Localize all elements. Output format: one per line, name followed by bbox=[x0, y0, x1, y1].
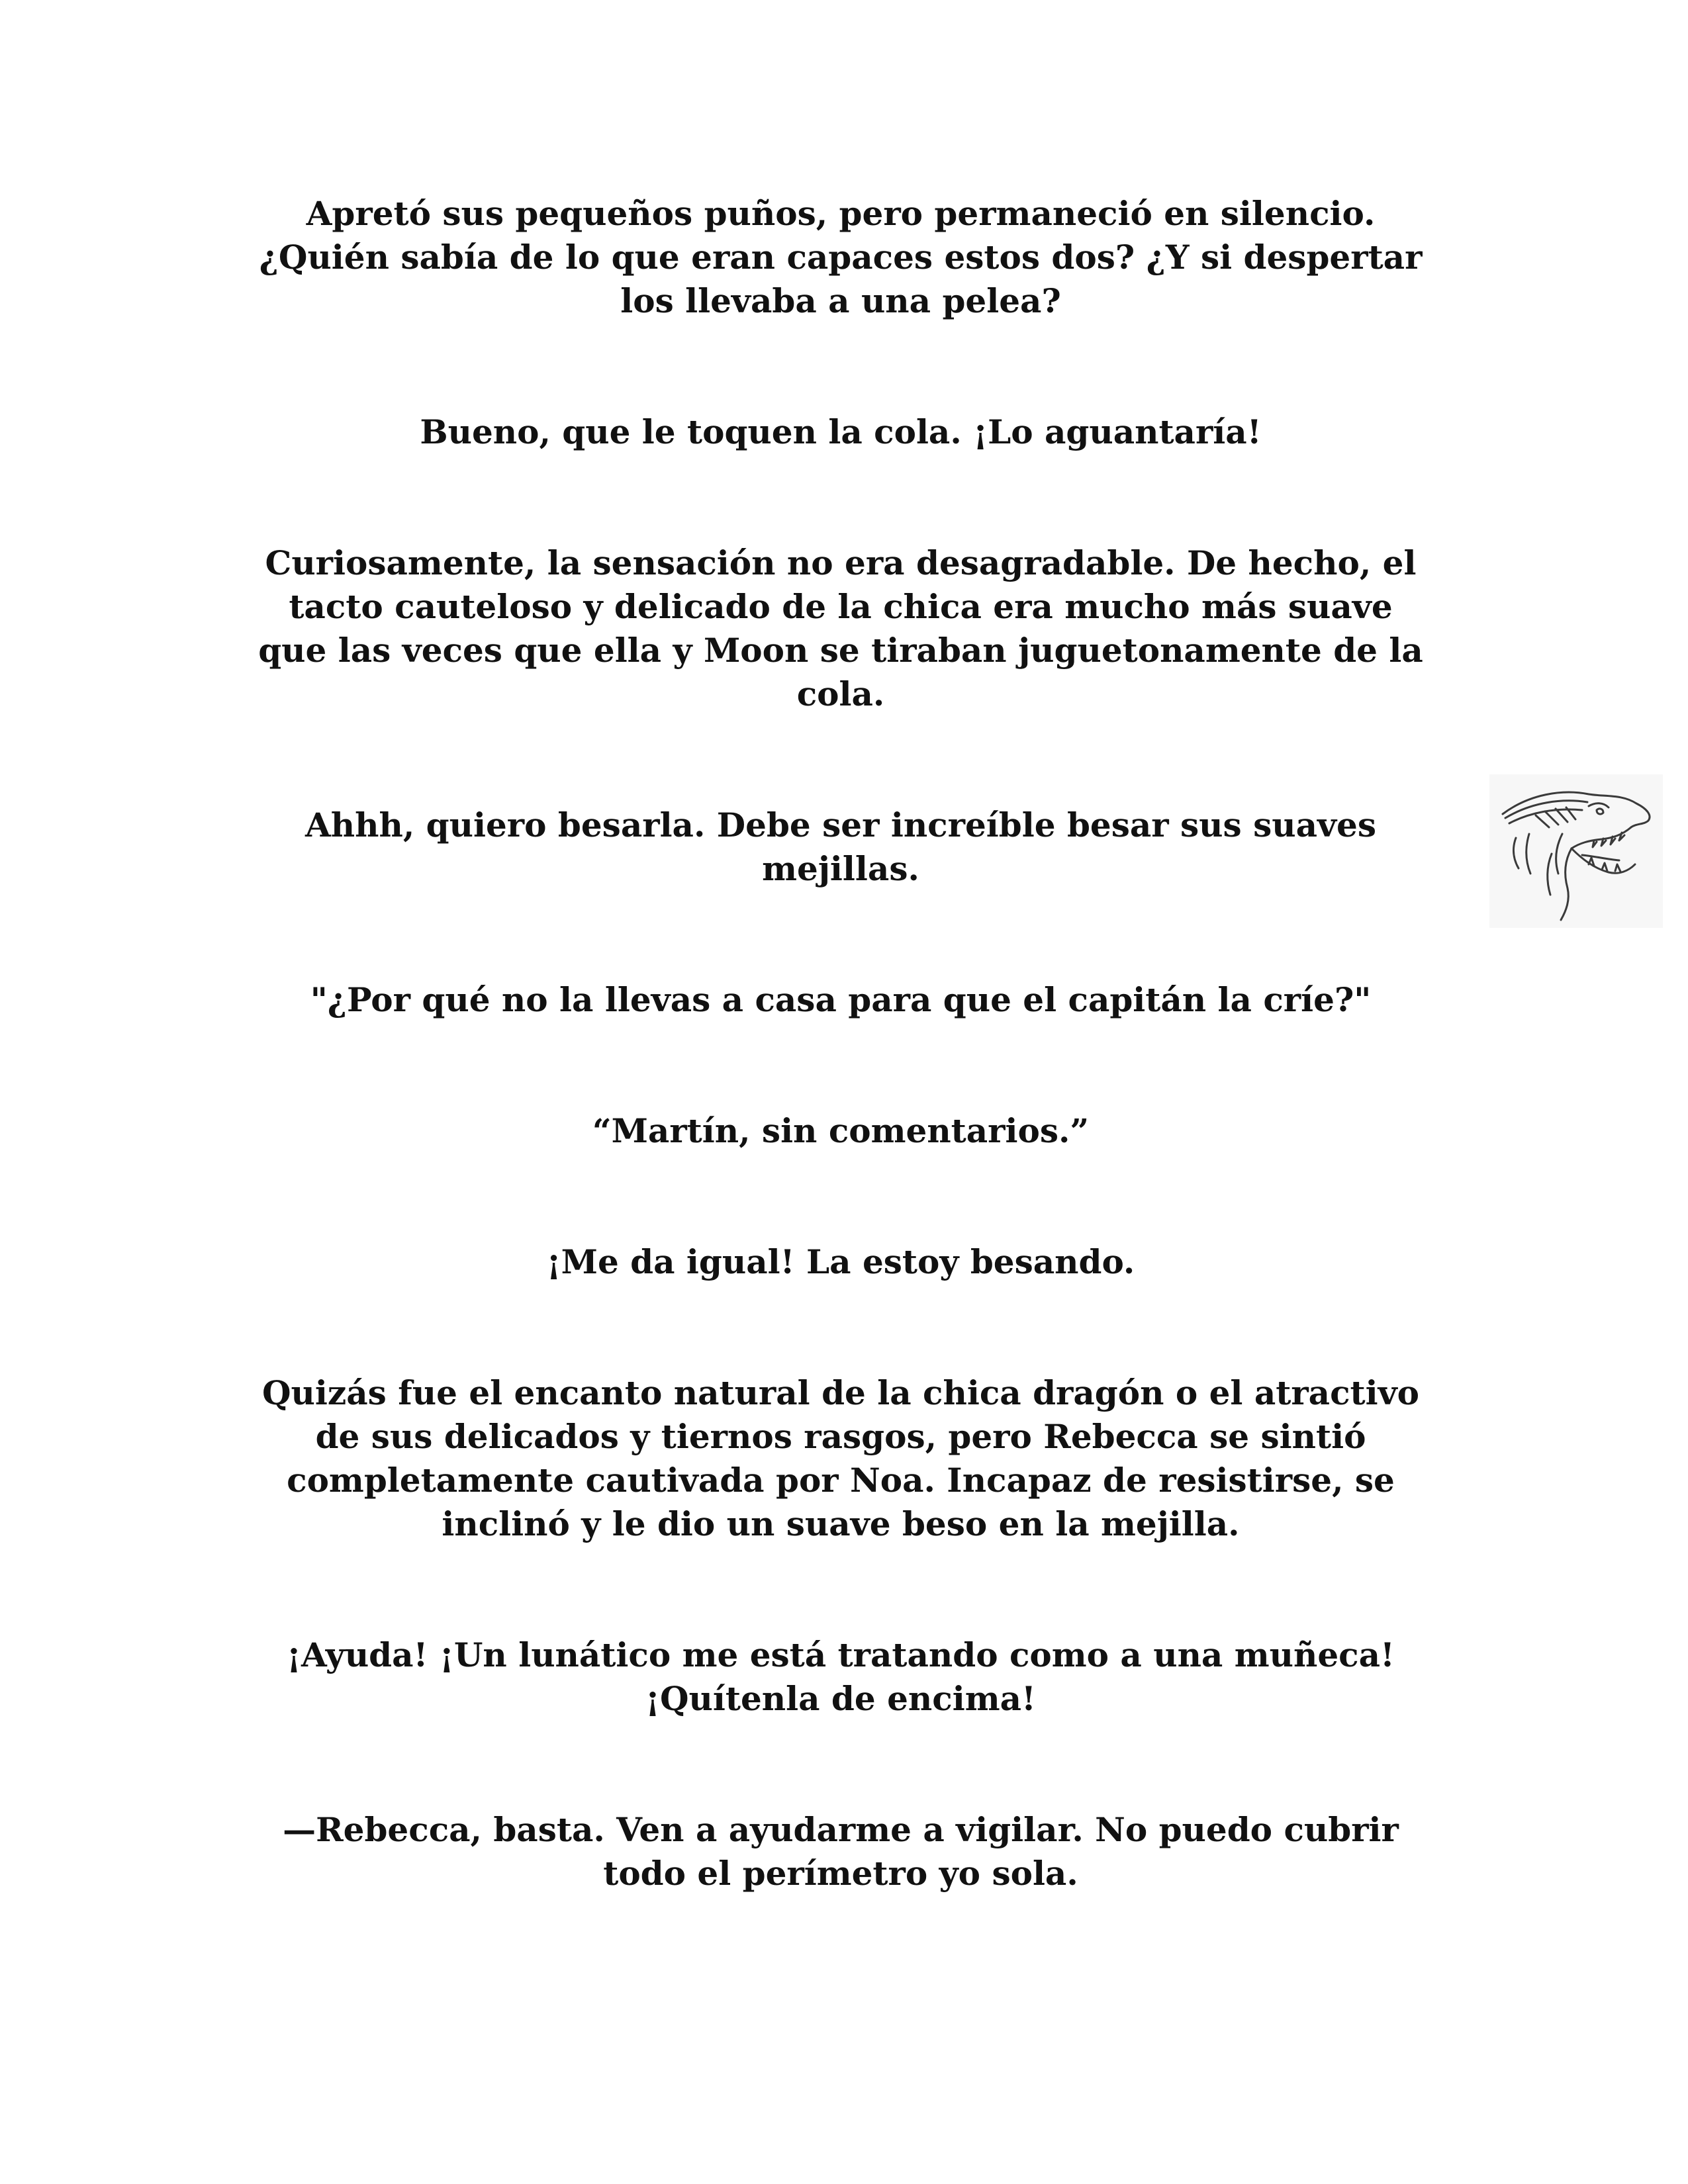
story-text bbox=[225, 192, 1456, 1983]
paragraph-1: Apretó sus pequeños puños, pero permaneció en silencio. ¿Quién sabía de lo que eran capaces estos dos? ¿Y si despertar los llevaba a una pelea? bbox=[259, 194, 1423, 320]
paragraph-2: Bueno, que le toquen la cola. ¡Lo aguantaría! bbox=[420, 412, 1262, 451]
paragraph-8: Quizás fue el encanto natural de la chica dragón o el atractivo de sus delicados y tiernos rasgos, pero Rebecca se sintió completamente cautivada por Noa. Incapaz de resistirse, se inclinó y le dio un suave beso en la mejilla. bbox=[261, 1373, 1420, 1543]
paragraph-9: ¡Ayuda! ¡Un lunático me está tratando como a una muñeca! ¡Quítenla de encima! bbox=[287, 1635, 1395, 1718]
dinosaur-head-sketch-icon bbox=[1489, 774, 1663, 928]
paragraph-10: —Rebecca, basta. Ven a ayudarme a vigilar. No puedo cubrir todo el perímetro yo sola. bbox=[283, 1810, 1399, 1893]
dinosaur-sketch-drawing bbox=[1489, 774, 1663, 928]
paragraph-5: "¿Por qué no la llevas a casa para que el capitán la críe?" bbox=[310, 980, 1372, 1019]
paragraph-7: ¡Me da igual! La estoy besando. bbox=[546, 1242, 1135, 1281]
paragraph-3: Curiosamente, la sensación no era desagradable. De hecho, el tacto cauteloso y delicado de la chica era mucho más suave que las veces que ella y Moon se tiraban juguetonamente de la cola. bbox=[258, 543, 1423, 713]
paragraph-6: “Martín, sin comentarios.” bbox=[592, 1111, 1090, 1150]
paragraph-4: Ahhh, quiero besarla. Debe ser increíble besar sus suaves mejillas. bbox=[305, 805, 1376, 888]
